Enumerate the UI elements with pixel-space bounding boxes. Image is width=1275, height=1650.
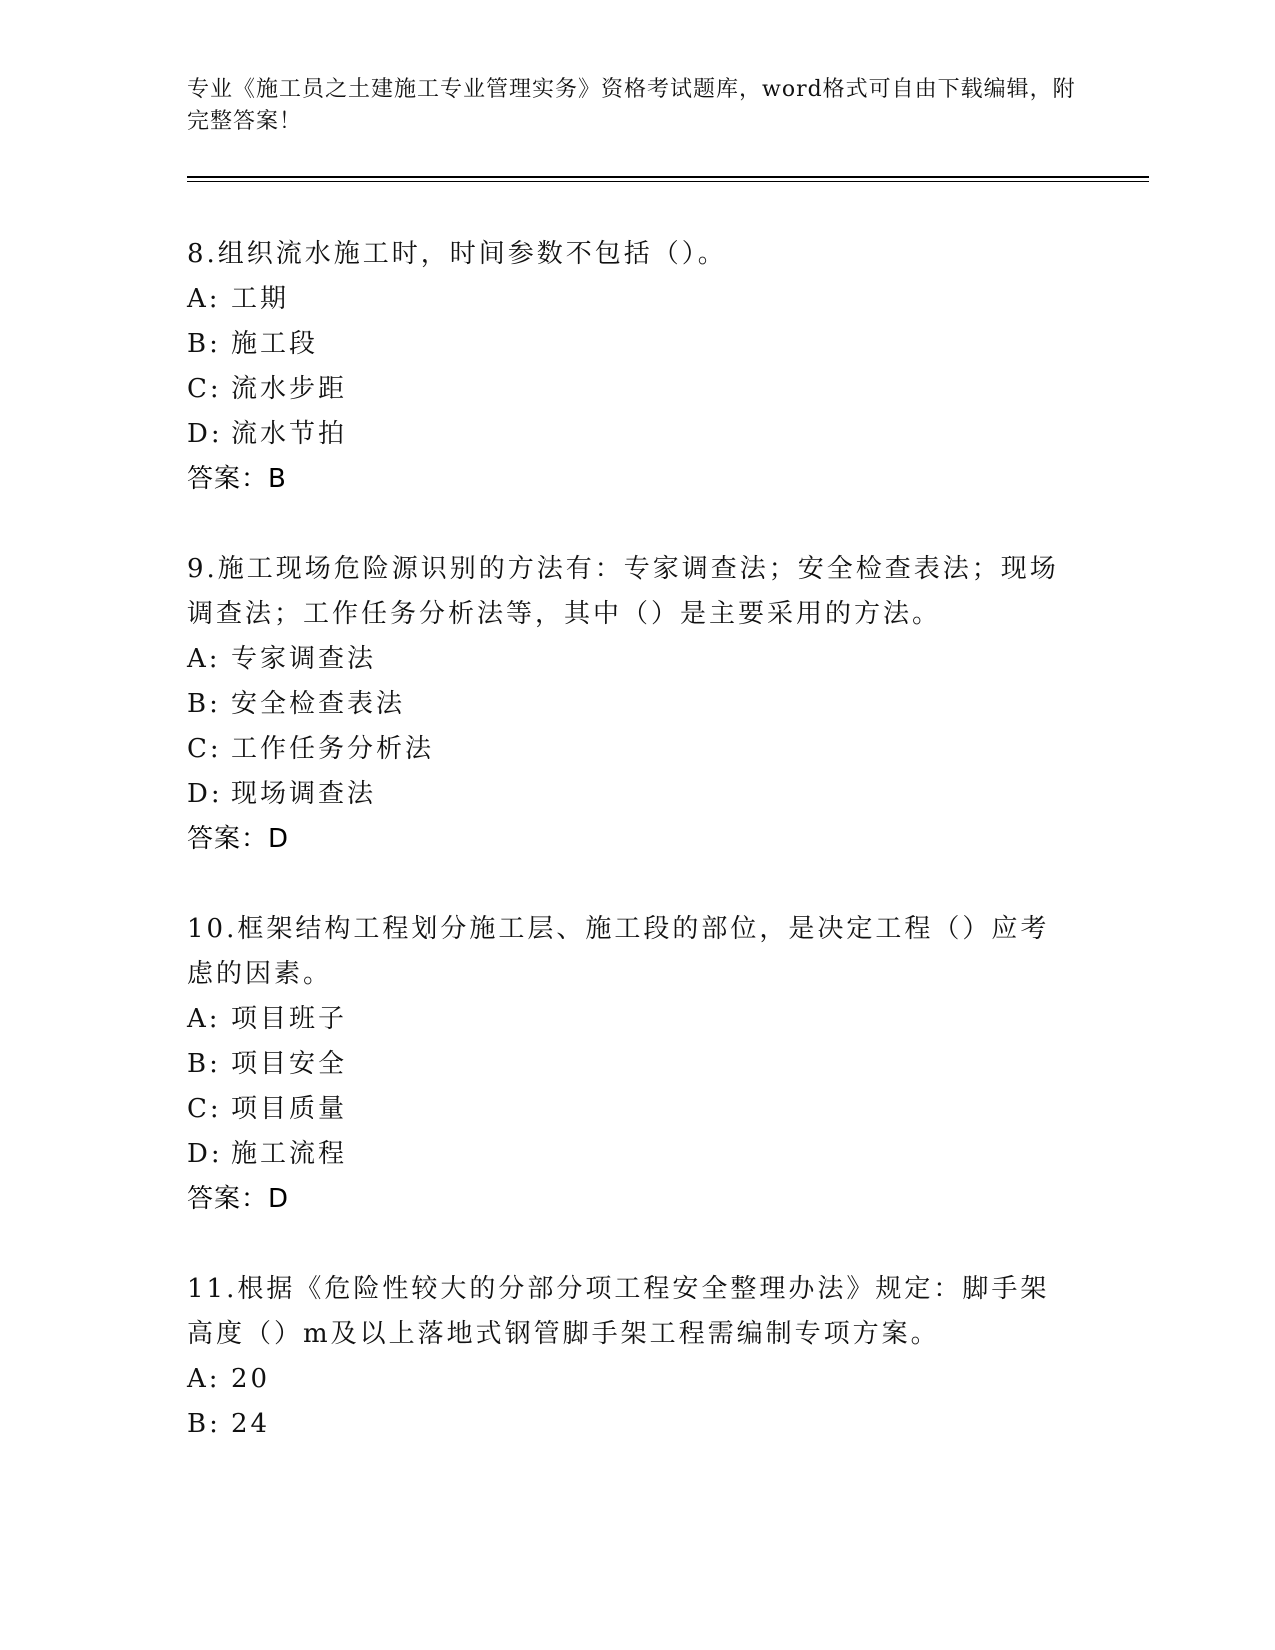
document-header: 专业《施工员之土建施工专业管理实务》资格考试题库，word格式可自由下载编辑，附完整答案！ [187, 77, 1076, 134]
answer-option [187, 997, 1067, 1042]
answer-option [187, 322, 1067, 367]
answer-option [187, 1132, 1067, 1177]
question-stem: 9.施工现场危险源识别的方法有：专家调查法；安全检查表法；现场调查法；工作任务分析法等，其中（）是主要采用的方法。 [187, 554, 1059, 629]
question-block [187, 1267, 1067, 1447]
answer-option [187, 367, 1067, 412]
option-letter: C: [187, 1094, 222, 1124]
question-stem: 11.根据《危险性较大的分部分项工程安全整理办法》规定：脚手架高度（）m及以上落地式钢管脚手架工程需编制专项方案。 [187, 1274, 1050, 1349]
answer-option [187, 727, 1067, 772]
option-text: 专家调查法 [231, 644, 377, 674]
option-letter: D: [187, 419, 223, 449]
answer-option [187, 682, 1067, 727]
answer-key: 答案：B [187, 464, 287, 494]
question-block [187, 547, 1067, 861]
question-block [187, 232, 1067, 501]
question-list [187, 232, 1067, 1493]
option-letter: A: [187, 644, 221, 674]
option-letter: D: [187, 1139, 223, 1169]
answer-option [187, 1357, 1067, 1402]
option-letter: A: [187, 1004, 221, 1034]
option-text: 流水步距 [231, 374, 348, 404]
answer-option [187, 772, 1067, 817]
question-stem: 10.框架结构工程划分施工层、施工段的部位，是决定工程（）应考虑的因素。 [187, 914, 1050, 989]
header-divider-thin [187, 181, 1149, 182]
option-text: 流水节拍 [231, 419, 348, 449]
option-letter: B: [187, 1409, 221, 1439]
option-text: 24 [231, 1409, 271, 1439]
question-block [187, 907, 1067, 1221]
option-text: 项目安全 [231, 1049, 348, 1079]
option-text: 工期 [231, 284, 290, 314]
question-stem: 8.组织流水施工时，时间参数不包括（）。 [187, 239, 727, 269]
answer-option [187, 1402, 1067, 1447]
header-divider [187, 176, 1149, 178]
option-letter: C: [187, 374, 222, 404]
option-letter: D: [187, 779, 223, 809]
answer-key: 答案：D [187, 824, 290, 854]
answer-key: 答案：D [187, 1184, 290, 1214]
option-text: 工作任务分析法 [231, 734, 435, 764]
answer-option [187, 637, 1067, 682]
answer-option [187, 1087, 1067, 1132]
option-letter: A: [187, 284, 221, 314]
option-letter: C: [187, 734, 222, 764]
option-text: 现场调查法 [231, 779, 377, 809]
option-letter: B: [187, 1049, 221, 1079]
option-text: 施工段 [231, 329, 319, 359]
option-text: 20 [231, 1364, 271, 1394]
option-text: 安全检查表法 [231, 689, 406, 719]
answer-option [187, 1042, 1067, 1087]
answer-option [187, 277, 1067, 322]
option-text: 项目班子 [231, 1004, 348, 1034]
option-text: 项目质量 [231, 1094, 348, 1124]
option-letter: B: [187, 689, 221, 719]
option-letter: A: [187, 1364, 221, 1394]
option-letter: B: [187, 329, 221, 359]
answer-option [187, 412, 1067, 457]
option-text: 施工流程 [231, 1139, 348, 1169]
